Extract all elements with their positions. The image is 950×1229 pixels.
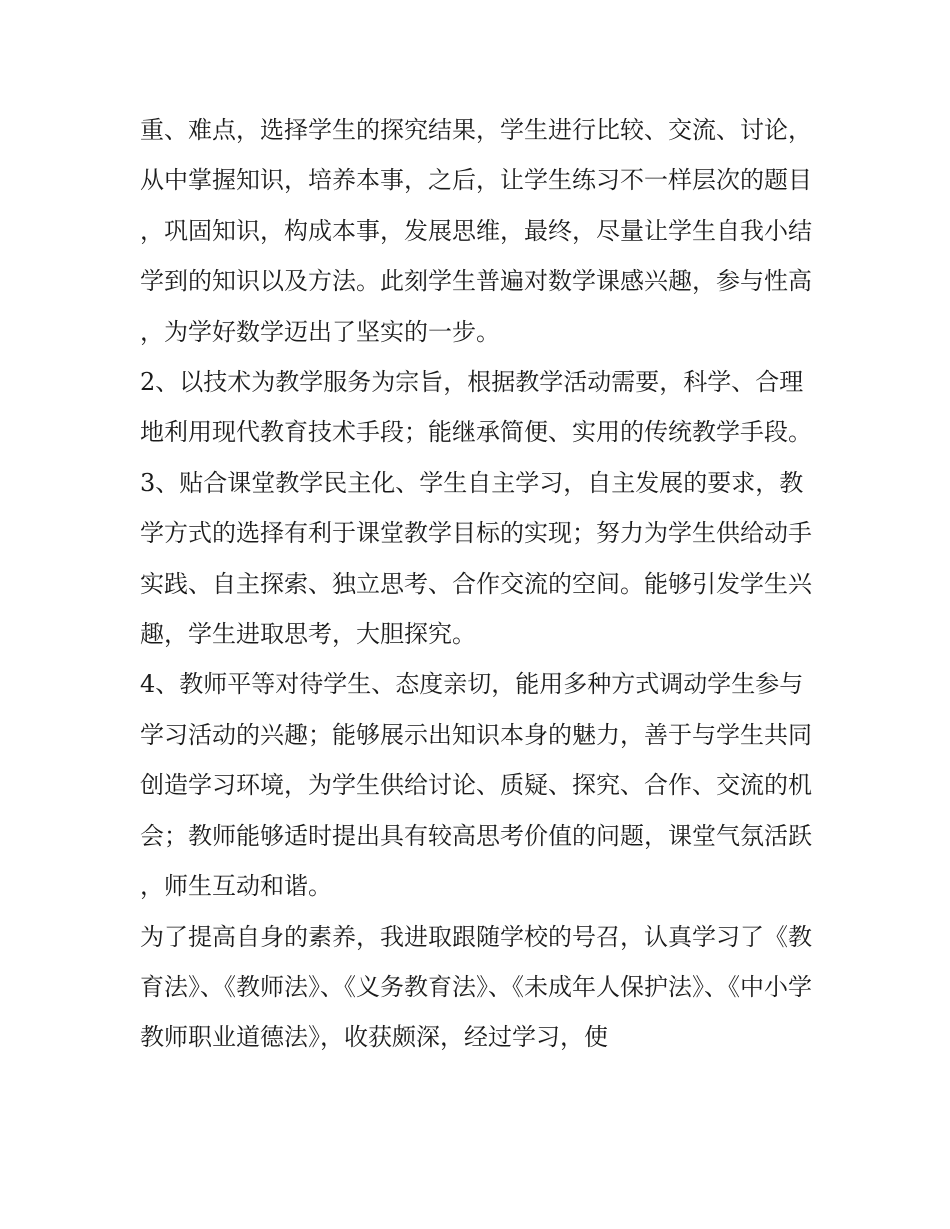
paragraph-item-4: 4、教师平等对待学生、态度亲切，能用多种方式调动学生参与学习活动的兴趣；能够展示出知识本身的魅力，善于与学生共同创造学习环境，为学生供给讨论、质疑、探究、合作、交流的机会；教师能够适时提出具有较高思考价值的问题，课堂气氛活跃，师生互动和谐。 [140,670,812,901]
document-body [140,105,820,1063]
paragraph-continuation: 重、难点，选择学生的探究结果，学生进行比较、交流、讨论，从中掌握知识，培养本事，之后，让学生练习不一样层次的题目，巩固知识，构成本事，发展思维，最终，尽量让学生自我小结学到的知识以及方法。此刻学生普遍对数学课感兴趣，参与性高，为学好数学迈出了坚实的一步。 [140,116,812,346]
paragraph-item-2: 2、以技术为教学服务为宗旨，根据教学活动需要，科学、合理地利用现代教育技术手段；能继承简便、实用的传统教学手段。 [140,368,812,447]
paragraph-item-3: 3、贴合课堂教学民主化、学生自主学习，自主发展的要求，教学方式的选择有利于课堂教学目标的实现；努力为学生供给动手实践、自主探索、独立思考、合作交流的空间。能够引发学生兴趣，学生进取思考，大胆探究。 [140,468,812,649]
paragraph-study-laws: 为了提高自身的素养，我进取跟随学校的号召，认真学习了《教育法》、《教师法》、《义务教育法》、《未成年人保护法》、《中小学教师职业道德法》，收获颇深，经过学习，使 [140,922,812,1052]
